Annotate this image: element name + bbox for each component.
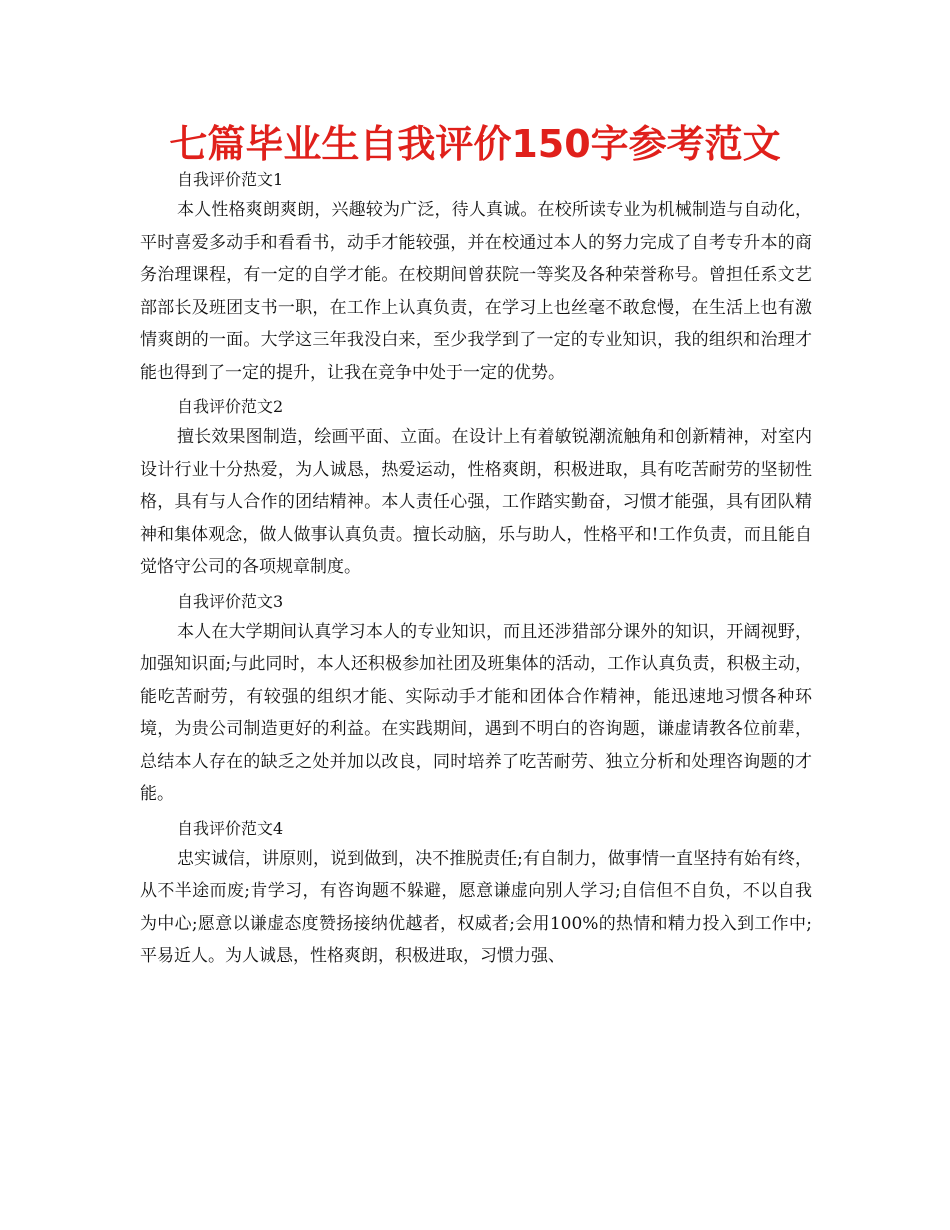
section-paragraph: 本人在大学期间认真学习本人的专业知识，而且还涉猎部分课外的知识，开阔视野，加强知识面;与此同时，本人还积极参加社团及班集体的活动，工作认真负责，积极主动，能吃苦耐劳，有较强的组织才能、实际动手才能和团体合作精神，能迅速地习惯各种环境，为贵公司制造更好的利益。在实践期间，遇到不明白的咨询题，谦虚请教各位前辈，总结本人存在的缺乏之处并加以改良，同时培养了吃苦耐劳、独立分析和处理咨询题的才能。	[140, 621, 812, 804]
section-paragraph: 擅长效果图制造，绘画平面、立面。在设计上有着敏锐潮流触角和创新精神，对室内设计行业十分热爱，为人诚恳，热爱运动，性格爽朗，积极进取，具有吃苦耐劳的坚韧性格，具有与人合作的团结精神。本人责任心强，工作踏实勤奋，习惯才能强，具有团队精神和集体观念，做人做事认真负责。擅长动脑，乐与助人，性格平和!工作负责，而且能自觉恪守公司的各项规章制度。	[140, 427, 812, 577]
section-1	[140, 166, 812, 389]
section-heading: 自我评价范文2	[177, 397, 284, 416]
section-heading: 自我评价范文3	[177, 591, 284, 611]
section-heading: 自我评价范文4	[177, 818, 284, 838]
section-4	[140, 815, 812, 973]
document-title: 七篇毕业生自我评价150字参考范文	[169, 122, 781, 166]
section-paragraph: 忠实诚信，讲原则，说到做到，决不推脱责任;有自制力，做事情一直坚持有始有终，从不半途而废;肯学习，有咨询题不躲避，愿意谦虚向别人学习;自信但不自负，不以自我为中心;愿意以谦虚态度赞扬接纳优越者，权威者;会用100%的热情和精力投入到工作中;平易近人。为人诚恳，性格爽朗，积极进取，习惯力强、	[140, 848, 812, 966]
section-2	[140, 393, 812, 584]
document-body	[140, 166, 812, 977]
section-paragraph: 本人性格爽朗爽朗，兴趣较为广泛，待人真诚。在校所读专业为机械制造与自动化，平时喜爱多动手和看看书，动手才能较强，并在校通过本人的努力完成了自考专升本的商务治理课程，有一定的自学才能。在校期间曾获院一等奖及各种荣誉称号。曾担任系文艺部部长及班团支书一职，在工作上认真负责，在学习上也丝毫不敢怠慢，在生活上也有激情爽朗的一面。大学这三年我没白来，至少我学到了一定的专业知识，我的组织和治理才能也得到了一定的提升，让我在竞争中处于一定的优势。	[140, 200, 812, 383]
section-heading: 自我评价范文1	[177, 170, 284, 189]
section-3	[140, 588, 812, 811]
